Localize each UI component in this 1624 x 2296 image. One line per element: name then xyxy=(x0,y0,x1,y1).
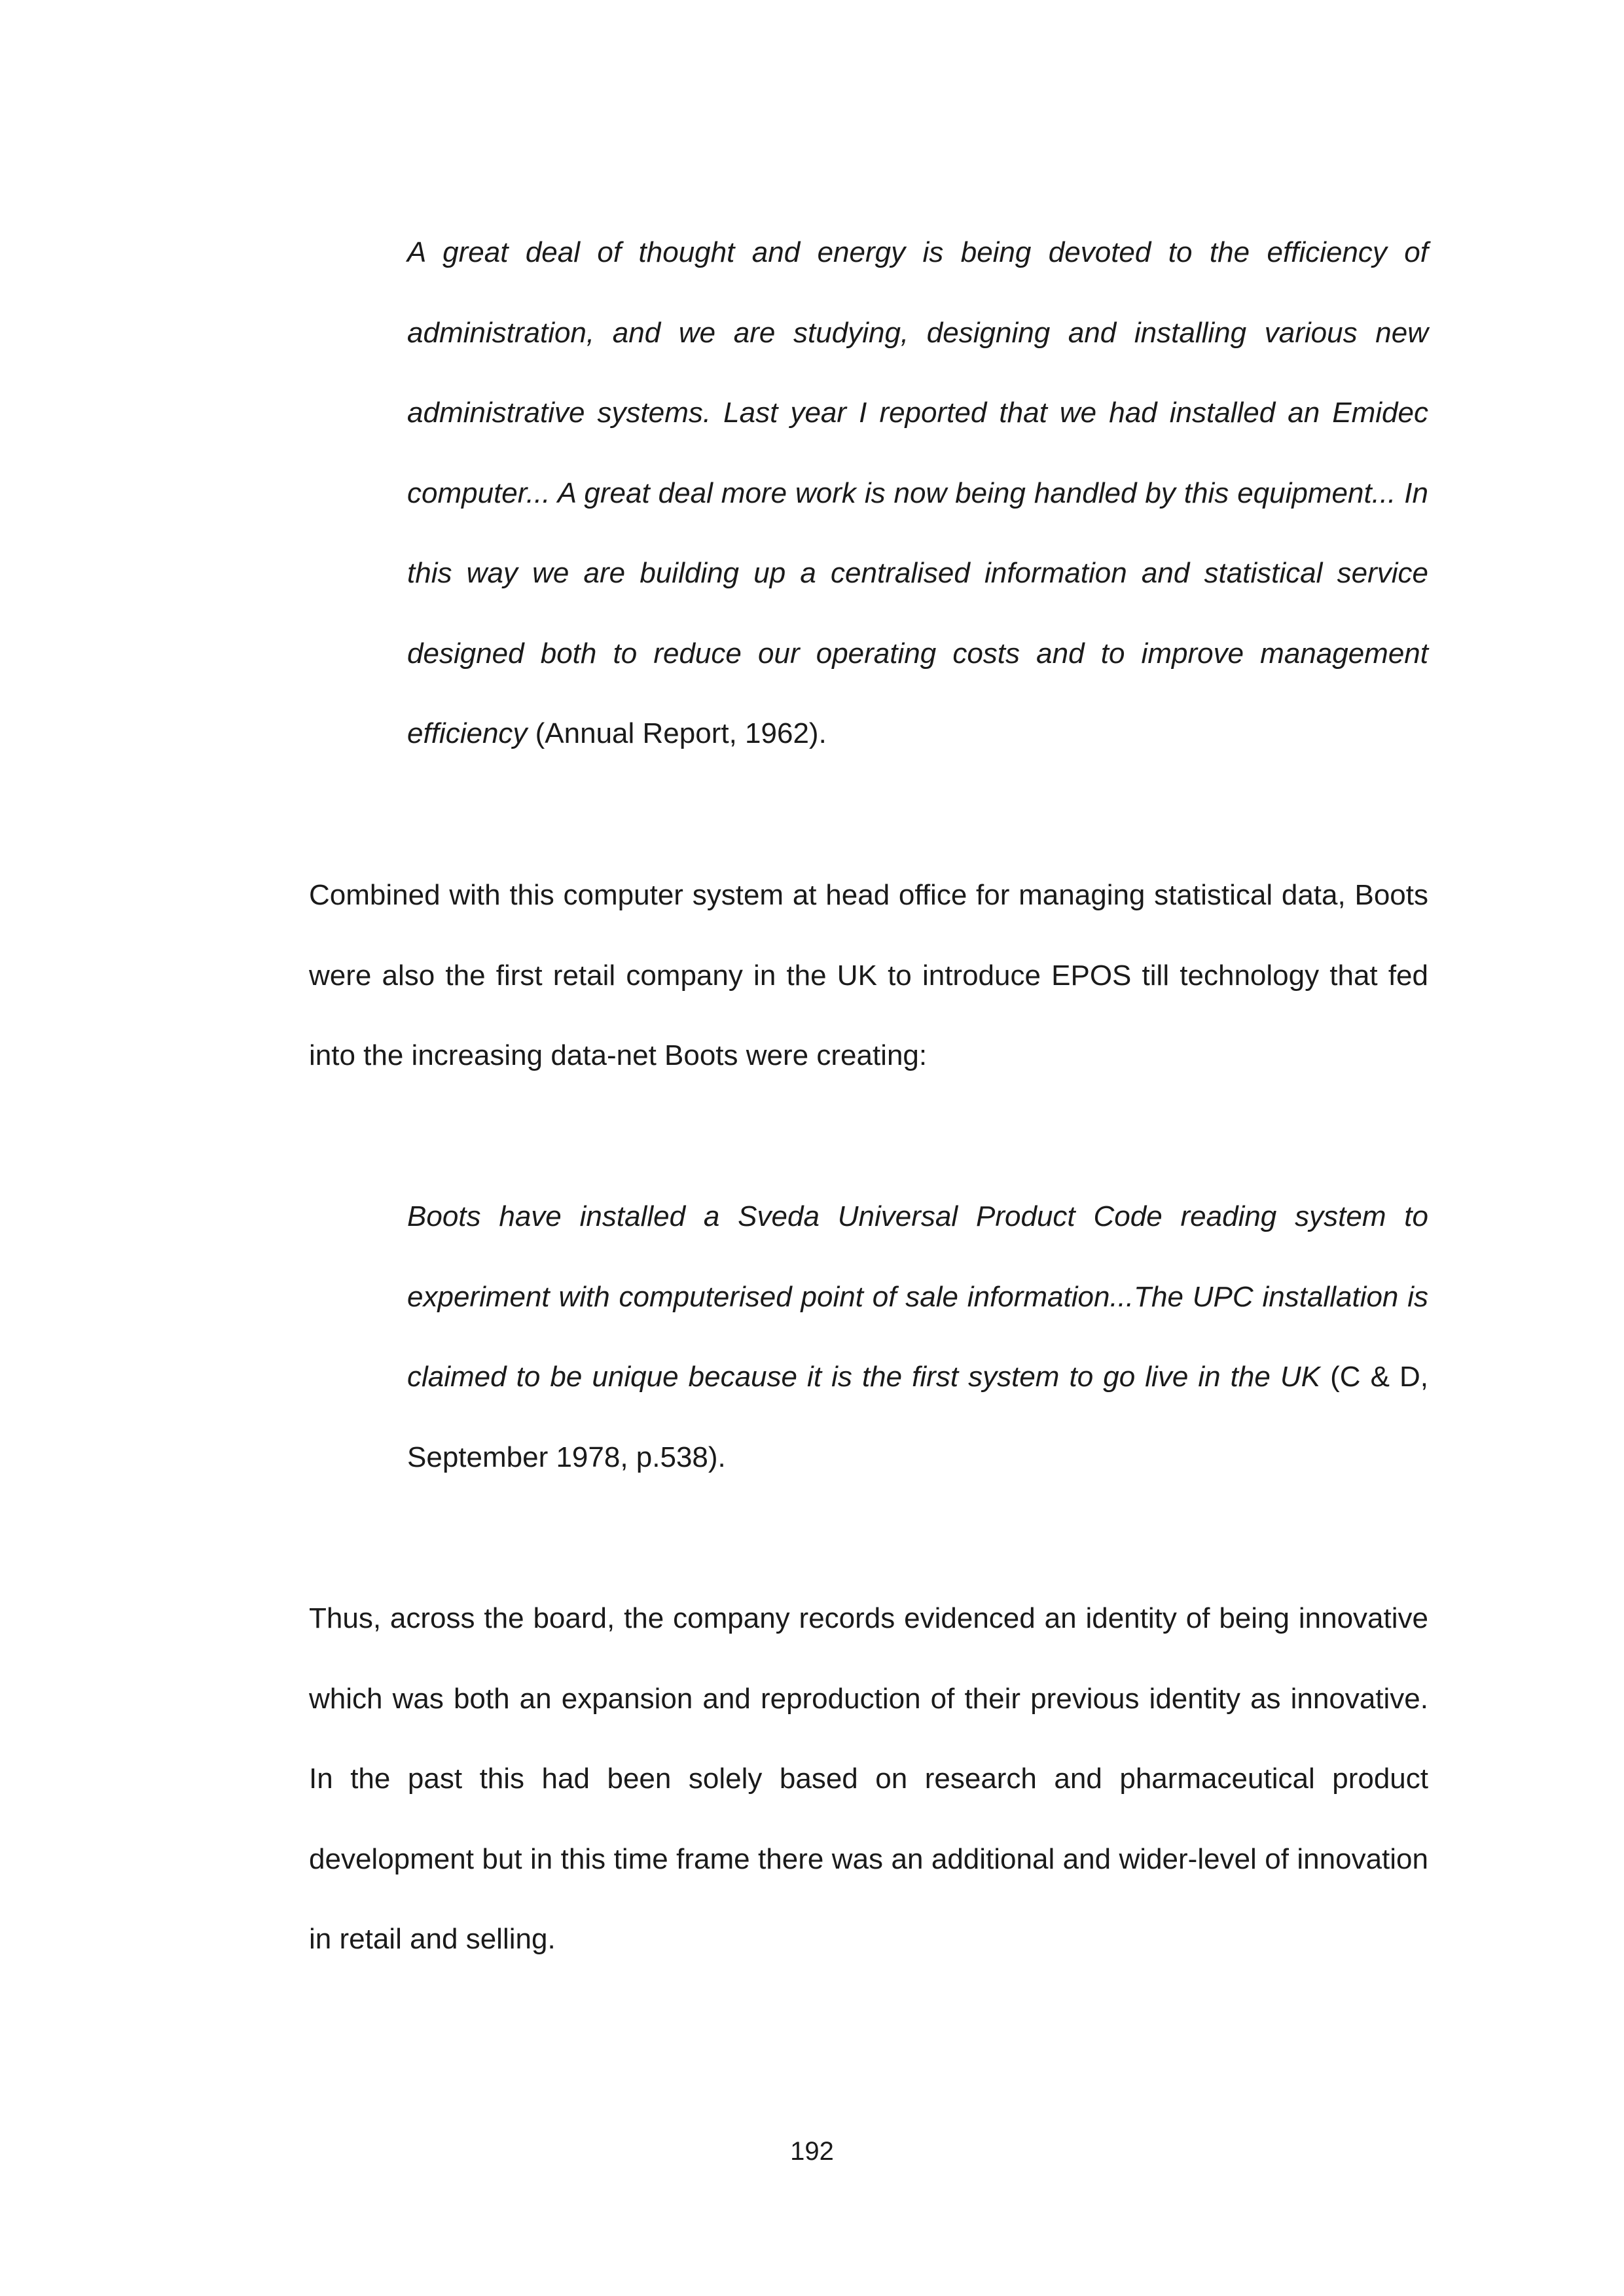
body-paragraph-innovation: Thus, across the board, the company records evidenced an identity of being innovative which was both an expansion and reproduction of their previous identity as innovative. In the past this had been solely based on research and pharmaceutical product development but in this time frame there was an additional and wider-level of innovation in retail and selling. xyxy=(309,1602,1428,1955)
page-number: 192 xyxy=(790,2137,834,2166)
block-quote-c-and-d xyxy=(407,1177,1428,1498)
block-quote-annual-report xyxy=(407,213,1428,774)
quote-citation: (C & D, September 1978, p.538). xyxy=(407,1361,1428,1473)
body-paragraph-epos: Combined with this computer system at head office for managing statistical data, Boots were also the first retail company in the UK to introduce EPOS till technology that fed into the increasing data-net Boots were creating: xyxy=(309,879,1428,1071)
quote-text: Boots have installed a Sveda Universal Product Code reading system to experiment with computerised point of sale information...The UPC installation is claimed to be unique because it is the first system to go live in the UK xyxy=(407,1200,1428,1393)
quote-citation: (Annual Report, 1962). xyxy=(527,717,827,749)
quote-text: A great deal of thought and energy is being devoted to the efficiency of administration, and we are studying, designing and installing various new administrative systems. Last year I reported that we had installed an Emidec computer... A great deal more work is now being handled by this equipment... In this way we are building up a centralised information and statistical service designed both to reduce our operating costs and to improve management efficiency xyxy=(407,236,1428,749)
